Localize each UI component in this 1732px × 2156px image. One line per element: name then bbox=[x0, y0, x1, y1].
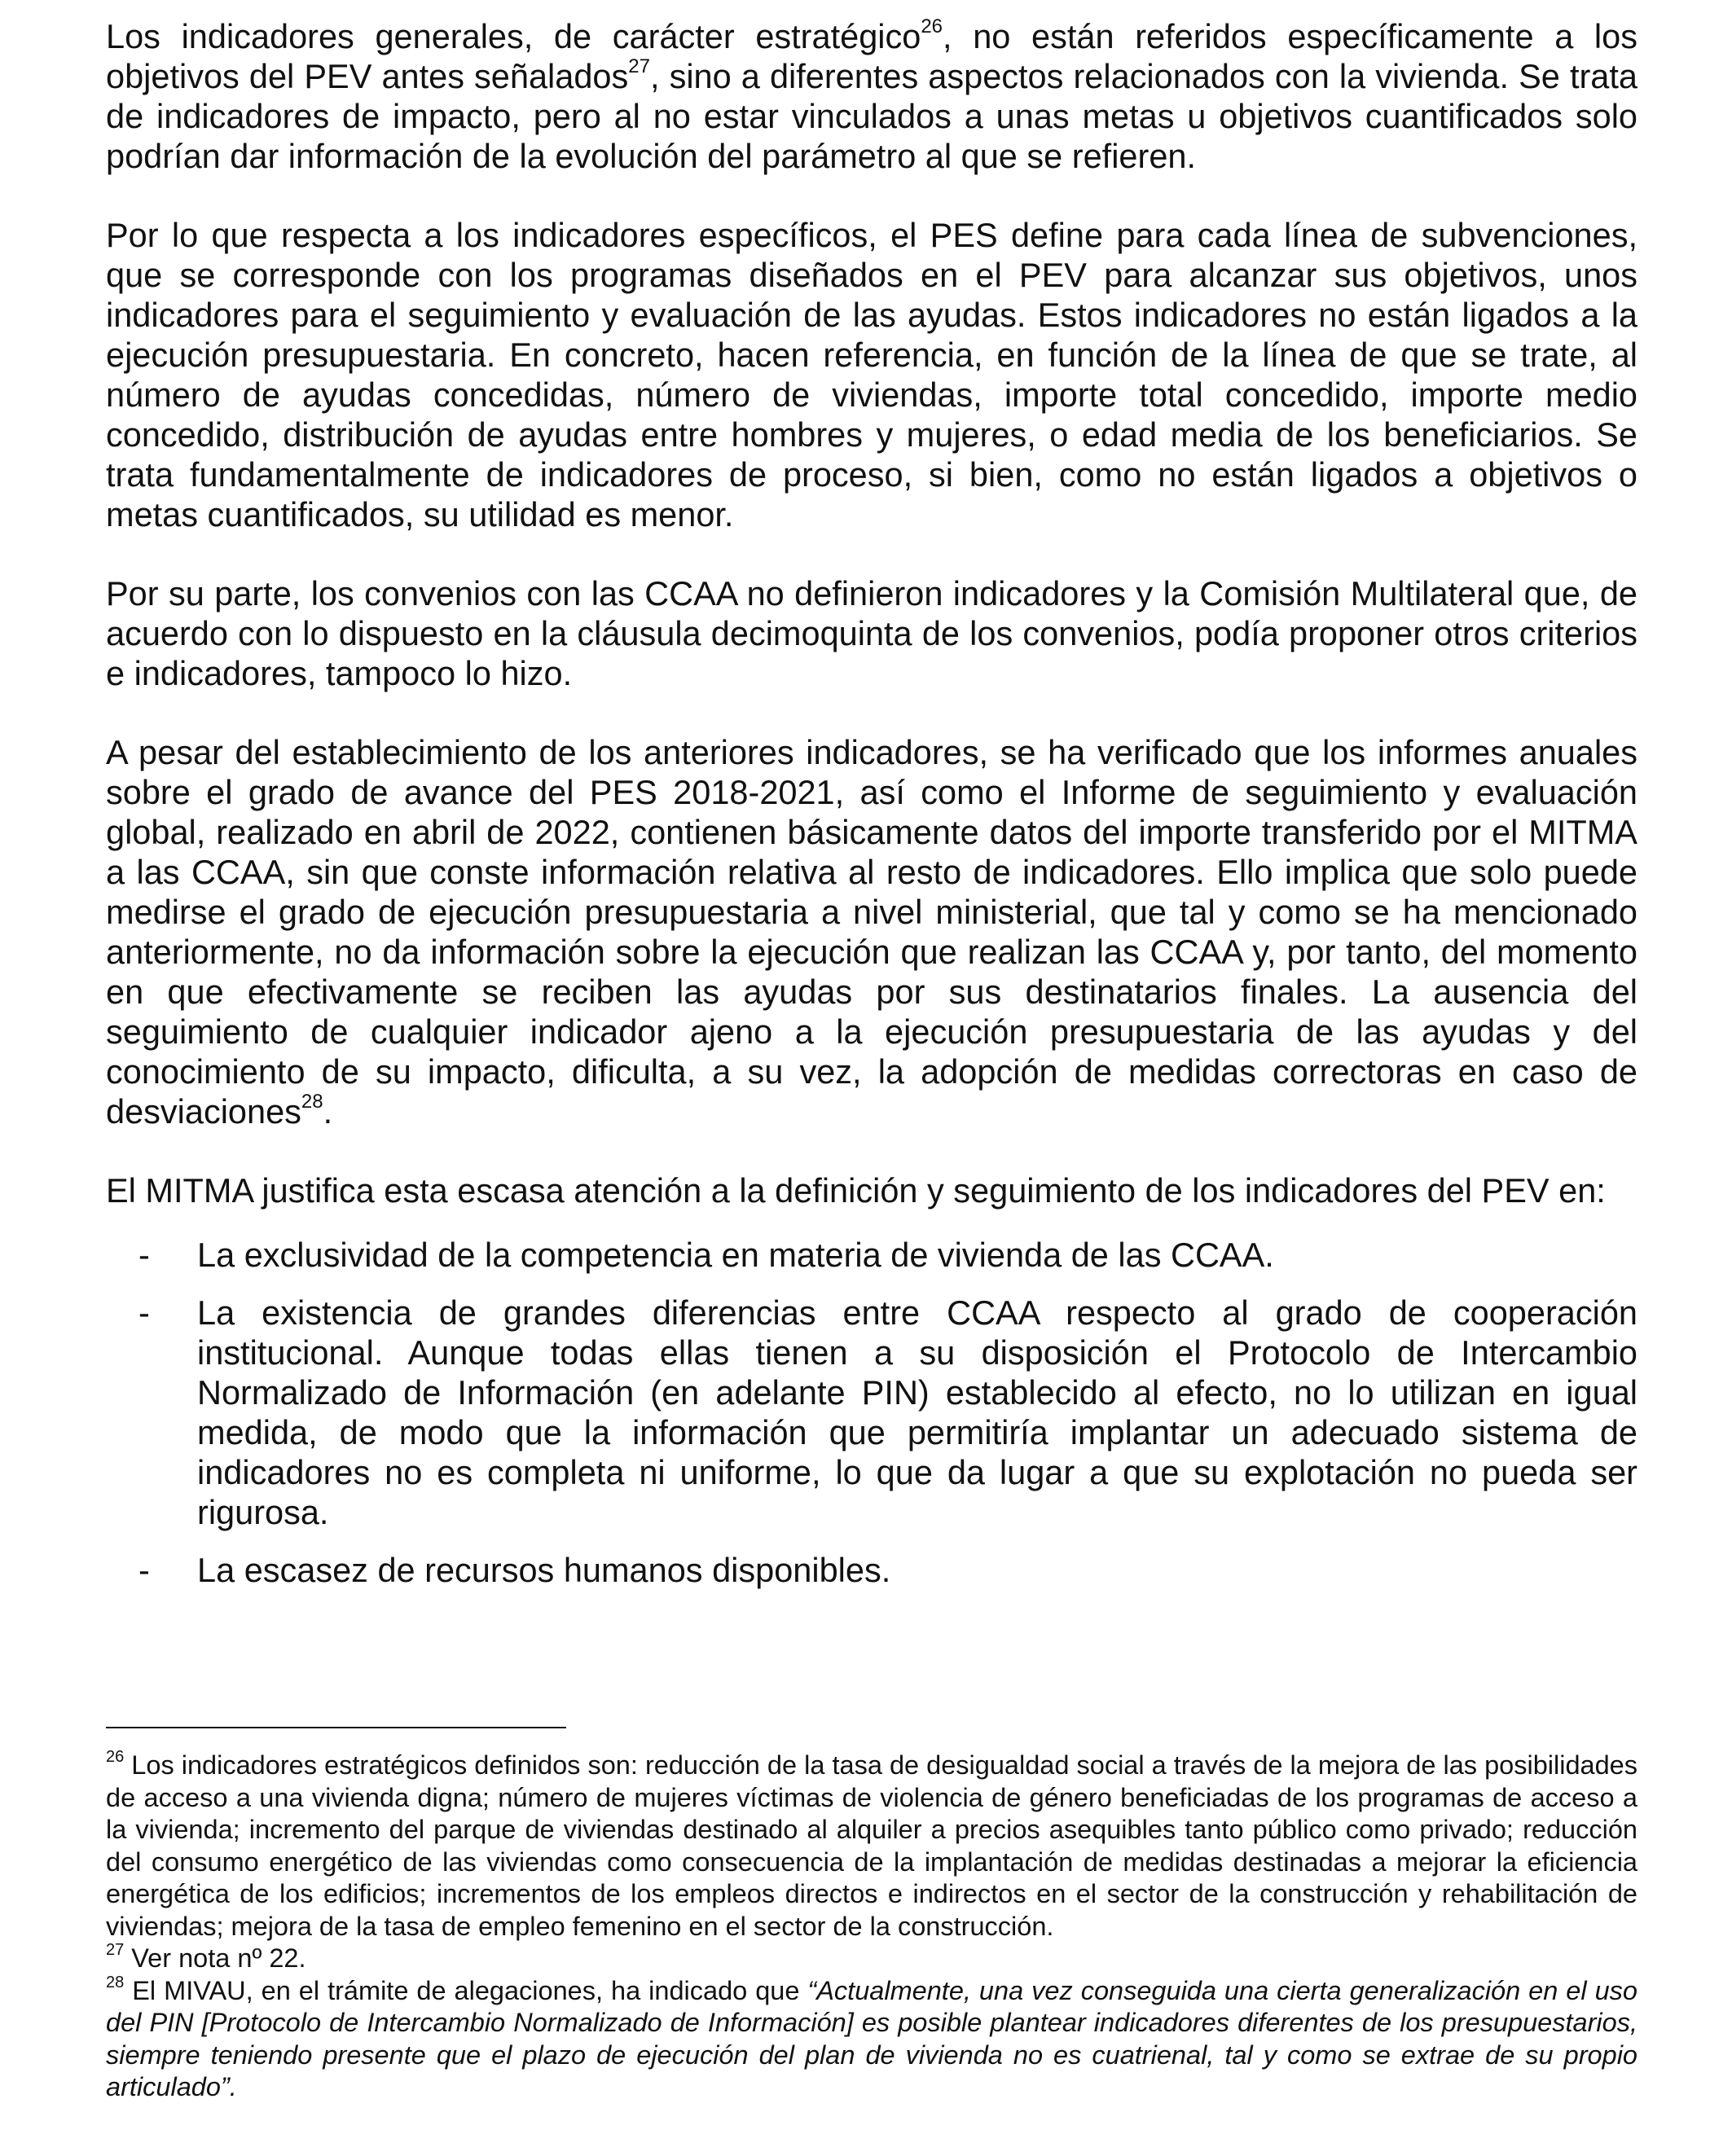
paragraph-text: A pesar del establecimiento de los anteriores indicadores, se ha verificado que los informes anuales sobre el grado de avance del PES 2018-2021, así como el Informe de seguimiento y evaluación global, realizado en abril de 2022, contienen básicamente datos del importe transferido por el MITMA a las CCAA, sin que conste información relativa al resto de indicadores. Ello implica que solo puede medirse el grado de ejecución presupuestaria a nivel ministerial, que tal y como se ha mencionado anteriormente, no da información sobre la ejecución que realizan las CCAA y, por tanto, del momento en que efectivamente se reciben las ayudas por sus destinatarios finales. La ausencia del seguimiento de cualquier indicador ajeno a la ejecución presupuestaria de las ayudas y del conocimiento de su impacto, dificulta, a su vez, la adopción de medidas correctoras en caso de desviaciones bbox=[106, 733, 1637, 1131]
footnote-number: 26 bbox=[106, 1748, 125, 1767]
list-item bbox=[106, 1235, 1637, 1275]
footnote-27 bbox=[106, 1943, 1637, 1975]
paragraph-text: , no están referidos específicamente a los objetivos del PEV antes señalados bbox=[106, 17, 1637, 95]
list-item bbox=[106, 1293, 1637, 1532]
footnote-quote: “Actualmente, una vez conseguida una cierta generalización en el uso del PIN [Protocolo de Intercambio Normalizado de Información] es posible plantear indicadores diferentes de los presupuestarios, siempre teniendo presente que el plazo de ejecución del plan de vivienda no es cuatrienal, tal y como se extrae de su propio articulado”. bbox=[106, 1975, 1637, 2101]
document-body bbox=[106, 16, 1637, 1608]
list-dash: - bbox=[138, 1236, 150, 1274]
paragraph-text: , sino a diferentes aspectos relacionados con la vivienda. Se trata de indicadores de impacto, pero al no estar vinculados a unas metas u objetivos cuantificados solo podrían dar información de la evolución del parámetro al que se refieren. bbox=[106, 57, 1637, 175]
footnote-text: Ver nota nº 22. bbox=[124, 1943, 306, 1973]
footnote-number: 27 bbox=[106, 1941, 125, 1960]
footnote-28 bbox=[106, 1975, 1637, 2104]
justification-list bbox=[106, 1235, 1637, 1590]
paragraph-ccaa-agreements: Por su parte, los convenios con las CCAA no definieron indicadores y la Comisión Multilateral que, de acuerdo con lo dispuesto en la cláusula decimoquinta de los convenios, podía proponer otros criterios e indicadores, tampoco lo hizo. bbox=[106, 574, 1637, 692]
list-item-text: La existencia de grandes diferencias entre CCAA respecto al grado de cooperación institucional. Aunque todas ellas tienen a su disposición el Protocolo de Intercambio Normalizado de Información (en adelante PIN) establecido al efecto, no lo utilizan en igual medida, de modo que la información que permitiría implantar un adecuado sistema de indicadores no es completa ni uniforme, lo que da lugar a que su explotación no pueda ser rigurosa. bbox=[197, 1293, 1637, 1531]
footnote-ref-26[interactable]: 26 bbox=[921, 15, 943, 38]
list-item-text: La escasez de recursos humanos disponibles. bbox=[197, 1551, 891, 1589]
footnote-separator bbox=[106, 1727, 566, 1728]
paragraph-annual-reports bbox=[106, 732, 1637, 1131]
paragraph-general-indicators bbox=[106, 16, 1637, 176]
footnote-text: El MIVAU, en el trámite de alegaciones, ha indicado que bbox=[124, 1975, 808, 2005]
list-dash: - bbox=[138, 1551, 150, 1589]
list-item-text: La exclusividad de la competencia en materia de vivienda de las CCAA. bbox=[197, 1236, 1274, 1274]
list-dash: - bbox=[138, 1293, 150, 1332]
footnote-text: Los indicadores estratégicos definidos son: reducción de la tasa de desigualdad social a través de la mejora de las posibilidades de acceso a una vivienda digna; número de mujeres víctimas de violencia de género beneficiadas de los programas de acceso a la vivienda; incremento del parque de viviendas destinado al alquiler a precios asequibles tanto público como privado; reducción del consumo energético de las viviendas como consecuencia de la implantación de medidas destinadas a mejorar la eficiencia energética de los edificios; incrementos de los empleos directos e indirectos en el sector de la construcción y rehabilitación de viviendas; mejora de la tasa de empleo femenino en el sector de la construcción. bbox=[106, 1750, 1637, 1941]
paragraph-mitma-justification: El MITMA justifica esta escasa atención a la definición y seguimiento de los indicadores del PEV en: bbox=[106, 1171, 1606, 1210]
footnote-ref-27[interactable]: 27 bbox=[628, 55, 650, 78]
footnote-26 bbox=[106, 1750, 1637, 1943]
paragraph-specific-indicators: Por lo que respecta a los indicadores específicos, el PES define para cada línea de subvenciones, que se corresponde con los programas diseñados en el PEV para alcanzar sus objetivos, unos indicadores para el seguimiento y evaluación de las ayudas. Estos indicadores no están ligados a la ejecución presupuestaria. En concreto, hacen referencia, en función de la línea de que se trate, al número de ayudas concedidas, número de viviendas, importe total concedido, importe medio concedido, distribución de ayudas entre hombres y mujeres, o edad media de los beneficiarios. Se trata fundamentalmente de indicadores de proceso, si bien, como no están ligados a objetivos o metas cuantificados, su utilidad es menor. bbox=[106, 216, 1637, 534]
footnotes-section bbox=[106, 1750, 1637, 2104]
footnote-number: 28 bbox=[106, 1973, 125, 1991]
list-item bbox=[106, 1550, 1637, 1590]
footnote-ref-28[interactable]: 28 bbox=[301, 1091, 323, 1113]
paragraph-text: Los indicadores generales, de carácter estratégico bbox=[106, 17, 921, 55]
paragraph-text: . bbox=[323, 1092, 333, 1131]
